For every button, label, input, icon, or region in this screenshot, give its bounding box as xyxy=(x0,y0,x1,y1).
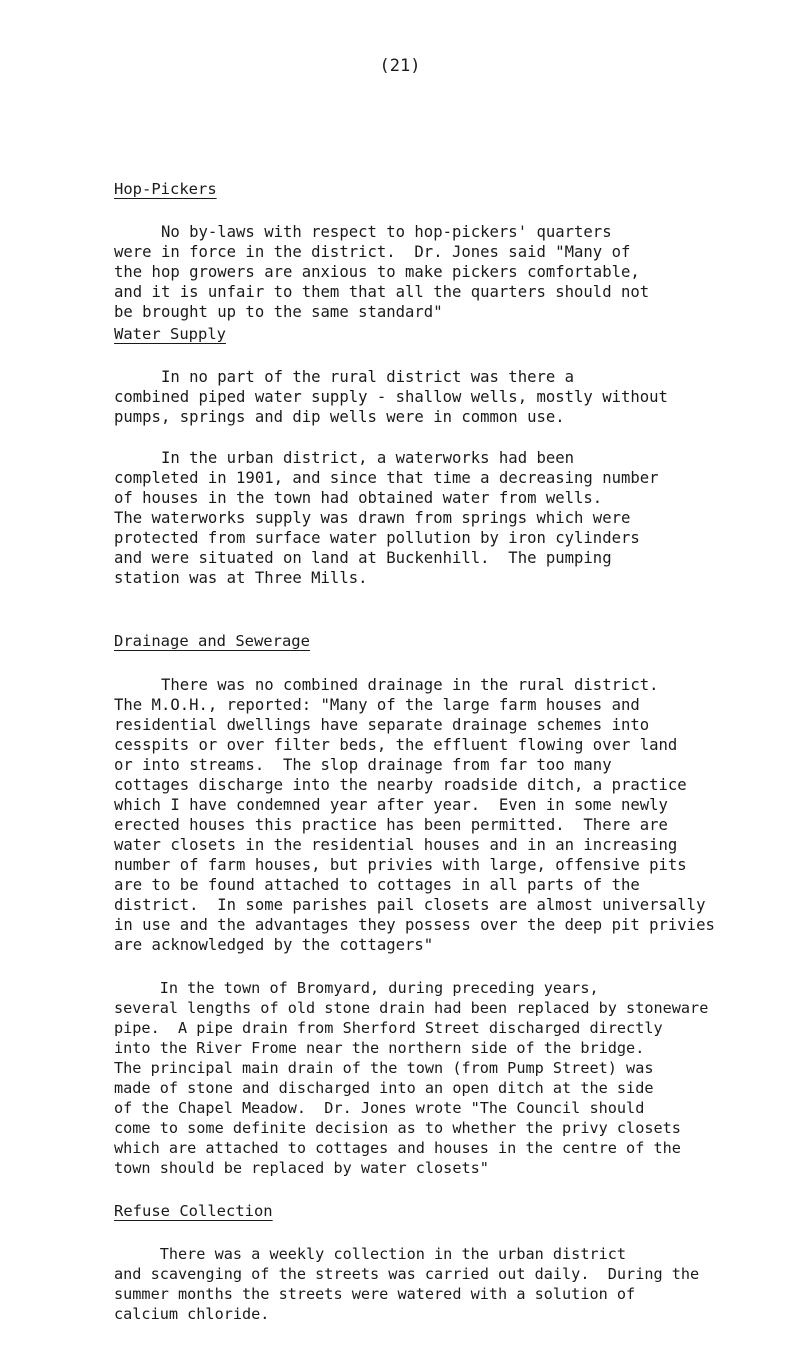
paragraph-drainage-bromyard: In the town of Bromyard, during preceding years, several lengths of old stone drain had been replaced by stoneware pipe. A pipe drain from Sherford Street discharged directly into the River Frome near the northern side of the bridge. The principal main drain of the town (from Pump Street) was made of stone and discharged into an open ditch at the side of the Chapel Meadow. Dr. Jones wrote "The Council should come to some definite decision as to whether the privy closets which are attached to cottages and houses in the centre of the town should be replaced by water closets" xyxy=(114,979,709,1177)
paragraph-water-supply-urban: In the urban district, a waterworks had been completed in 1901, and since that time a decreasing number of houses in the town had obtained water from wells. The waterworks supply was drawn from springs which were protected from surface water pollution by iron cylinders and were situated on land at Buckenhill. The pumping station was at Three Mills. xyxy=(114,449,659,587)
heading-drainage-sewerage: Drainage and Sewerage xyxy=(114,632,310,650)
heading-water-supply: Water Supply xyxy=(114,325,226,343)
paragraph-refuse-collection: There was a weekly collection in the urban district and scavenging of the streets was carried out daily. During the summer months the streets were watered with a solution of calcium chloride. xyxy=(114,1245,700,1323)
heading-refuse-collection: Refuse Collection xyxy=(114,1202,273,1220)
paragraph-water-supply-rural: In no part of the rural district was there a combined piped water supply - shallow wells, mostly without pumps, springs and dip wells were in common use. xyxy=(114,368,668,426)
paragraph-hop-pickers: No by-laws with respect to hop-pickers' quarters were in force in the district. Dr. Jones said "Many of the hop growers are anxious to make pickers comfortable, and it is unfair to them that all the quarters should not be brought up to the same standard" xyxy=(114,223,650,321)
paragraph-drainage-rural: There was no combined drainage in the rural district. The M.O.H., reported: "Many of the large farm houses and residential dwellings have separate drainage schemes into cesspits or over filter beds, the effluent flowing over land or into streams. The slop drainage from far too many cottages discharge into the nearby roadside ditch, a practice which I have condemned year after year. Even in some newly erected houses this practice has been permitted. There are water closets in the residential houses and in an increasing number of farm houses, but privies with large, offensive pits are to be found attached to cottages in all parts of the district. In some parishes pail closets are almost universally in use and the advantages they possess over the deep pit privies are acknowledged by the cottagers" xyxy=(114,676,715,954)
page-number: (21) xyxy=(379,56,421,76)
heading-hop-pickers: Hop-Pickers xyxy=(114,180,217,198)
